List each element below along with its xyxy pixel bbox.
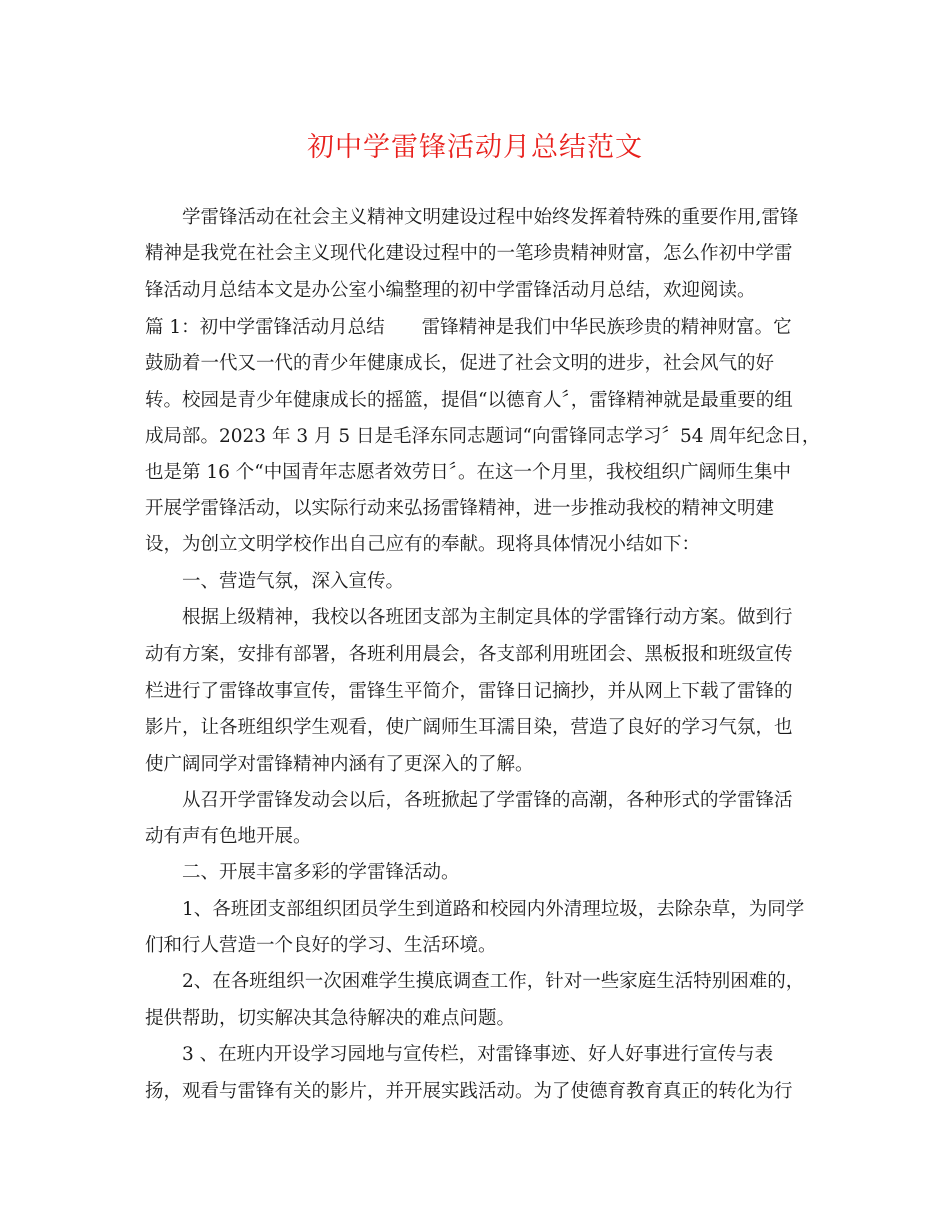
text-line: 学雷锋活动在社会主义精神文明建设过程中始终发挥着特殊的重要作用,雷锋	[182, 207, 799, 228]
text-line: 扬，观看与雷锋有关的影片，并开展实践活动。为了使德育教育真正的转化为行	[145, 1081, 793, 1102]
text-line: 成局部。2023 年 3 月 5 日是毛泽东同志题词“向雷锋同志学习〞54 周年纪念日，	[145, 426, 821, 447]
text-line: 根据上级精神，我校以各班团支部为主制定具体的学雷锋行动方案。做到行	[182, 607, 793, 628]
text-line: 设，为创立文明学校作出自己应有的奉献。现将具体情况小结如下：	[145, 534, 701, 555]
text-line: 使广阔同学对雷锋精神内涵有了更深入的了解。	[145, 754, 534, 775]
text-line: 鼓励着一代又一代的青少年健康成长，促进了社会文明的进步，社会风气的好	[145, 353, 775, 374]
text-line: 2、在各班组织一次困难学生摸底调查工作，针对一些家庭生活特别困难的，	[182, 971, 805, 992]
text-line: 篇 1：初中学雷锋活动月总结 雷锋精神是我们中华民族珍贵的精神财富。它	[145, 317, 792, 338]
text-line: 也是第 16 个“中国青年志愿者效劳日〞。在这一个月里，我校组织广阔师生集中	[145, 462, 792, 483]
document-title: 初中学雷锋活动月总结范文	[307, 132, 643, 163]
text-line: 1、各班团支部组织团员学生到道路和校园内外清理垃圾，去除杂草，为同学	[182, 899, 805, 920]
text-line: 3 、在班内开设学习园地与宣传栏，对雷锋事迹、好人好事进行宣传与表	[182, 1044, 774, 1065]
text-line: 动有声有色地开展。	[145, 826, 312, 847]
text-line: 动有方案，安排有部署，各班利用晨会，各支部利用班团会、黑板报和班级宣传	[145, 644, 793, 665]
text-line: 转。校园是青少年健康成长的摇篮，提倡“以德育人〞，雷锋精神就是最重要的组	[145, 390, 793, 411]
text-line: 精神是我党在社会主义现代化建设过程中的一笔珍贵精神财富，怎么作初中学雷	[145, 243, 793, 264]
text-line: 锋活动月总结本文是办公室小编整理的初中学雷锋活动月总结，欢迎阅读。	[145, 280, 756, 301]
text-line: 提供帮助，切实解决其急待解决的难点问题。	[145, 1008, 516, 1029]
text-line: 们和行人营造一个良好的学习、生活环境。	[145, 935, 497, 956]
section-heading: 二、开展丰富多彩的学雷锋活动。	[182, 862, 460, 883]
text-line: 影片，让各班组织学生观看，使广阔师生耳濡目染，营造了良好的学习气氛，也	[145, 717, 793, 738]
text-line: 栏进行了雷锋故事宣传，雷锋生平简介，雷锋日记摘抄，并从网上下载了雷锋的	[145, 681, 793, 702]
text-line: 从召开学雷锋发动会以后，各班掀起了学雷锋的高潮，各种形式的学雷锋活	[182, 790, 793, 811]
section-heading: 一、营造气氛，深入宣传。	[182, 571, 405, 592]
text-line: 开展学雷锋活动，以实际行动来弘扬雷锋精神，进一步推动我校的精神文明建	[145, 498, 775, 519]
